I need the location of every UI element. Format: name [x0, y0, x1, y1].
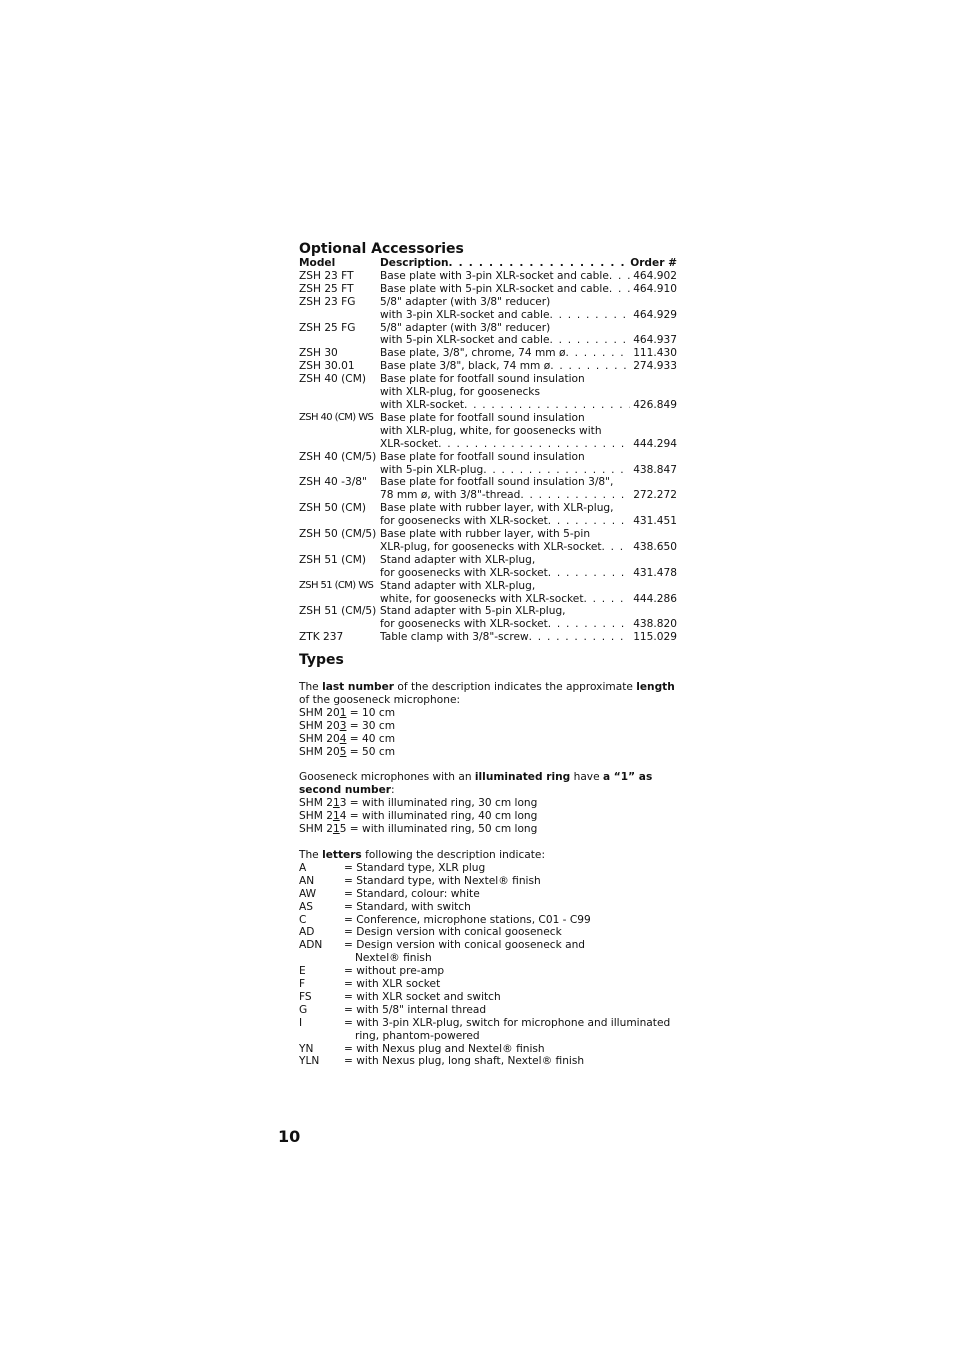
letters-intro [299, 849, 677, 862]
accessory-description [380, 502, 677, 528]
accessory-row [299, 605, 677, 631]
accessory-description [380, 412, 677, 451]
legend-item [299, 1004, 677, 1017]
leader-dots [449, 257, 628, 270]
ring-bold: a “1” as second number [299, 771, 653, 797]
ring-text: : [390, 784, 395, 797]
code-digit: 1 [332, 810, 340, 823]
leader-dots [550, 334, 631, 347]
leader-dots [483, 464, 630, 477]
description-line [380, 631, 677, 644]
description-text: Base plate for footfall sound insulation 3/8", [380, 476, 614, 489]
description-line [380, 360, 677, 373]
accessory-model: ZSH 25 FT [299, 282, 354, 295]
leader-dots [550, 309, 631, 322]
description-line [380, 322, 677, 335]
code-meaning: 3 = with illuminated ring, 30 cm long [339, 797, 538, 810]
accessory-description [380, 476, 677, 502]
accessory-description [380, 373, 677, 412]
description-text: XLR-socket [380, 437, 439, 450]
leader-dots [529, 631, 631, 644]
accessory-model: ZSH 40 (CM/5) [299, 450, 377, 463]
accessory-description [380, 554, 677, 580]
order-number: 274.933 [633, 360, 677, 373]
accessories-rows [299, 270, 677, 644]
description-line [380, 412, 677, 425]
accessory-description [380, 283, 677, 296]
order-number: 438.847 [633, 463, 677, 476]
description-line [380, 438, 677, 451]
accessory-description [380, 580, 677, 606]
accessory-description [380, 528, 677, 554]
accessory-model: ZSH 40 (CM) [299, 373, 366, 386]
intro-bold: last number [322, 681, 395, 693]
description-line [380, 618, 677, 631]
legend-line: = Standard type, XLR plug [344, 861, 486, 874]
description-line [380, 593, 677, 606]
legend-key: E [299, 965, 306, 978]
description-text: Base plate, 3/8", chrome, 74 mm ø [380, 347, 566, 360]
accessory-description [380, 347, 677, 360]
length-item [299, 746, 677, 759]
code-meaning: = 10 cm [346, 706, 396, 719]
description-line [380, 283, 677, 296]
legend-line: = Standard, colour: white [344, 887, 480, 900]
accessory-row [299, 580, 677, 606]
leader-dots [438, 438, 630, 451]
accessory-description [380, 296, 677, 322]
legend-item [299, 862, 677, 875]
description-line [380, 373, 677, 386]
legend-line: = with XLR socket and switch [344, 990, 501, 1003]
description-text: XLR-plug, for goosenecks with XLR-socket [380, 540, 602, 553]
leader-dots [464, 399, 630, 412]
legend-line: = Conference, microphone stations, C01 - C99 [344, 913, 591, 926]
legend-line: = with XLR socket [344, 978, 441, 991]
length-item [299, 707, 677, 720]
accessory-description [380, 451, 677, 477]
order-number: 464.910 [633, 282, 677, 295]
legend-item [299, 939, 677, 965]
legend-meaning [344, 1055, 677, 1068]
accessory-model: ZSH 23 FG [299, 295, 356, 308]
ring-text: Gooseneck microphones with an [299, 771, 475, 784]
letters-bold: letters [322, 848, 362, 861]
accessory-model: ZSH 40 -3/8" [299, 476, 367, 489]
code-digit: 1 [332, 823, 340, 836]
description-line [380, 296, 677, 309]
order-number: 431.451 [633, 515, 677, 528]
description-text: Stand adapter with XLR-plug, [380, 553, 536, 566]
types-intro [299, 681, 677, 707]
code-meaning: 4 = with illuminated ring, 40 cm long [339, 810, 538, 823]
legend-item [299, 875, 677, 888]
description-text: 78 mm ø, with 3/8"-thread [380, 489, 521, 502]
leader-dots [548, 515, 630, 528]
ring-intro [299, 771, 677, 797]
legend-meaning [344, 978, 677, 991]
legend-line: = Standard, with switch [344, 900, 471, 913]
legend-key: AW [299, 887, 317, 900]
length-list [299, 707, 677, 759]
legend-line: = with 3-pin XLR-plug, switch for microphone and illuminated [344, 1016, 671, 1029]
description-line [380, 399, 677, 412]
legend-item [299, 1055, 677, 1068]
accessory-row [299, 270, 677, 283]
legend-meaning [344, 965, 677, 978]
accessory-model: ZSH 30.01 [299, 360, 355, 373]
accessory-row [299, 347, 677, 360]
accessory-row [299, 360, 677, 373]
description-text: with 5-pin XLR-socket and cable [380, 334, 550, 347]
legend-line: = Design version with conical gooseneck and [344, 939, 586, 952]
accessory-model: ZSH 50 (CM/5) [299, 528, 377, 541]
accessory-model: ZSH 30 [299, 347, 338, 360]
description-text: white, for goosenecks with XLR-socket [380, 592, 584, 605]
legend-key: YN [299, 1042, 314, 1055]
description-text: for goosenecks with XLR-socket [380, 515, 548, 528]
order-number: 464.937 [633, 334, 677, 347]
code-prefix: SHM 2 [299, 797, 333, 810]
description-line [380, 464, 677, 477]
order-number: 464.929 [633, 308, 677, 321]
accessory-row [299, 528, 677, 554]
code-digit: 5 [339, 745, 347, 758]
leader-dots [548, 567, 630, 580]
legend-meaning [344, 991, 677, 1004]
description-text: Stand adapter with XLR-plug, [380, 579, 536, 592]
legend-line: ring, phantom-powered [355, 1029, 480, 1042]
legend-meaning [344, 888, 677, 901]
accessory-model: ZSH 50 (CM) [299, 502, 366, 515]
description-line [380, 515, 677, 528]
intro-text: of the gooseneck microphone: [299, 693, 461, 706]
description-line [380, 347, 677, 360]
description-line [380, 425, 677, 438]
ring-list [299, 797, 677, 836]
description-line [380, 334, 677, 347]
accessories-title: Optional Accessories [299, 241, 464, 257]
page-number: 10 [278, 1127, 301, 1146]
description-line [380, 489, 677, 502]
legend-key: G [299, 1003, 308, 1016]
leader-dots [609, 283, 630, 296]
legend-key: I [299, 1016, 303, 1029]
description-text: 5/8" adapter (with 3/8" reducer) [380, 295, 551, 308]
legend-key: F [299, 978, 306, 991]
legend-meaning [344, 1004, 677, 1017]
header-description: Description [380, 257, 449, 269]
order-number: 426.849 [633, 398, 677, 411]
legend-item [299, 926, 677, 939]
letter-legend [299, 862, 677, 1069]
leader-dots [548, 618, 630, 631]
code-digit: 3 [339, 719, 347, 732]
code-prefix: SHM 2 [299, 823, 333, 836]
header-order: Order # [630, 257, 677, 269]
legend-line: = Design version with conical gooseneck [344, 926, 562, 939]
legend-key: AD [299, 926, 315, 939]
header-model: Model [299, 257, 336, 269]
legend-item [299, 1017, 677, 1043]
ring-bold: illuminated ring [474, 771, 571, 784]
accessory-description [380, 322, 677, 348]
accessory-row [299, 451, 677, 477]
order-number: 444.294 [633, 437, 677, 450]
description-text: Base plate 3/8", black, 74 mm ø [380, 360, 551, 373]
legend-key: YLN [299, 1055, 320, 1068]
description-line [380, 270, 677, 283]
intro-text: The [299, 681, 323, 693]
leader-dots [609, 270, 630, 283]
code-prefix: SHM 2 [299, 810, 333, 823]
leader-dots [583, 593, 630, 606]
accessory-row [299, 502, 677, 528]
intro-bold: length [636, 681, 675, 693]
accessory-row [299, 296, 677, 322]
legend-key: AS [299, 900, 313, 913]
legend-meaning [344, 901, 677, 914]
legend-meaning [344, 1017, 677, 1043]
ring-item [299, 823, 677, 836]
accessory-model: ZTK 237 [299, 631, 344, 644]
accessories-table [299, 257, 677, 644]
description-line [380, 528, 677, 541]
legend-line: = with Nexus plug, long shaft, Nextel® finish [344, 1055, 585, 1068]
ring-item [299, 810, 677, 823]
order-number: 438.820 [633, 618, 677, 631]
description-text: with 3-pin XLR-socket and cable [380, 308, 550, 321]
description-text: Base plate for footfall sound insulation [380, 373, 585, 386]
accessory-row [299, 322, 677, 348]
legend-line: = Standard type, with Nextel® finish [344, 874, 541, 887]
letters-text: The [299, 848, 323, 861]
description-text: for goosenecks with XLR-socket [380, 618, 548, 631]
legend-line: = without pre-amp [344, 965, 445, 978]
accessory-model: ZSH 23 FT [299, 269, 354, 282]
code-meaning: = 50 cm [346, 745, 396, 758]
description-text: Base plate with 3-pin XLR-socket and cable [380, 269, 609, 282]
description-line [380, 580, 677, 593]
accessory-row [299, 554, 677, 580]
description-line [380, 309, 677, 322]
accessory-row [299, 412, 677, 451]
description-text: Base plate with rubber layer, with XLR-plug, [380, 502, 614, 515]
description-line [380, 502, 677, 515]
legend-key: A [299, 861, 307, 874]
accessory-row [299, 631, 677, 644]
legend-item [299, 901, 677, 914]
legend-line: = with Nexus plug and Nextel® finish [344, 1042, 545, 1055]
description-text: Table clamp with 3/8"-screw [380, 631, 529, 644]
description-text: Base plate for footfall sound insulation [380, 450, 585, 463]
code-prefix: SHM 20 [299, 745, 340, 758]
code-digit: 4 [339, 732, 347, 745]
accessory-model: ZSH 40 (CM) WS [299, 411, 374, 423]
accessory-model: ZSH 25 FG [299, 321, 356, 334]
legend-key: FS [299, 990, 312, 1003]
description-line [380, 605, 677, 618]
ring-text: have [570, 771, 603, 784]
accessory-description [380, 605, 677, 631]
code-prefix: SHM 20 [299, 706, 340, 719]
order-number: 111.430 [633, 347, 677, 360]
code-meaning: 5 = with illuminated ring, 50 cm long [339, 823, 538, 836]
length-item [299, 733, 677, 746]
legend-key: ADN [299, 939, 323, 952]
legend-item [299, 978, 677, 991]
description-text: Base plate with rubber layer, with 5-pin [380, 528, 591, 541]
description-text: for goosenecks with XLR-socket [380, 566, 548, 579]
description-text: with XLR-socket [380, 398, 465, 411]
legend-meaning [344, 862, 677, 875]
order-number: 444.286 [633, 592, 677, 605]
description-text: 5/8" adapter (with 3/8" reducer) [380, 321, 551, 334]
types-section [299, 681, 677, 1068]
accessory-model: ZSH 51 (CM) WS [299, 579, 374, 591]
description-text: with XLR-plug, for goosenecks [380, 386, 540, 399]
description-line [380, 554, 677, 567]
legend-meaning [344, 875, 677, 888]
description-text: Stand adapter with 5-pin XLR-plug, [380, 605, 566, 618]
accessory-row [299, 476, 677, 502]
legend-meaning [344, 926, 677, 939]
code-prefix: SHM 20 [299, 732, 340, 745]
intro-text: of the description indicates the approximate [394, 681, 637, 693]
description-line [380, 541, 677, 554]
legend-key: C [299, 913, 307, 926]
leader-dots [602, 541, 631, 554]
code-meaning: = 40 cm [346, 732, 396, 745]
ring-item [299, 797, 677, 810]
legend-item [299, 888, 677, 901]
order-number: 115.029 [633, 631, 677, 644]
accessory-row [299, 283, 677, 296]
order-number: 438.650 [633, 540, 677, 553]
description-line [380, 476, 677, 489]
order-number: 464.902 [633, 269, 677, 282]
letters-text: following the description indicate: [361, 848, 546, 861]
legend-item [299, 965, 677, 978]
description-line [380, 386, 677, 399]
length-item [299, 720, 677, 733]
legend-meaning [344, 914, 677, 927]
legend-meaning [344, 1043, 677, 1056]
types-title: Types [299, 652, 344, 668]
code-digit: 1 [332, 797, 340, 810]
code-prefix: SHM 20 [299, 719, 340, 732]
legend-item [299, 914, 677, 927]
legend-line: Nextel® finish [355, 952, 432, 965]
description-line [380, 567, 677, 580]
description-text: with 5-pin XLR-plug [380, 463, 484, 476]
accessory-description [380, 631, 677, 644]
order-number: 272.272 [633, 489, 677, 502]
accessory-row [299, 373, 677, 412]
accessories-header [299, 257, 677, 270]
legend-item [299, 991, 677, 1004]
leader-dots [565, 347, 630, 360]
legend-line: = with 5/8" internal thread [344, 1003, 487, 1016]
code-meaning: = 30 cm [346, 719, 396, 732]
leader-dots [550, 360, 630, 373]
legend-key: AN [299, 874, 315, 887]
description-text: Base plate for footfall sound insulation [380, 411, 585, 424]
code-digit: 1 [339, 706, 347, 719]
description-line [380, 451, 677, 464]
leader-dots [520, 489, 630, 502]
accessory-model: ZSH 51 (CM/5) [299, 605, 377, 618]
accessory-description [380, 270, 677, 283]
accessory-model: ZSH 51 (CM) [299, 553, 366, 566]
order-number: 431.478 [633, 566, 677, 579]
description-text: with XLR-plug, white, for goosenecks with [380, 424, 602, 437]
legend-meaning [344, 939, 677, 965]
accessory-description [380, 360, 677, 373]
description-text: Base plate with 5-pin XLR-socket and cable [380, 282, 609, 295]
legend-item [299, 1043, 677, 1056]
